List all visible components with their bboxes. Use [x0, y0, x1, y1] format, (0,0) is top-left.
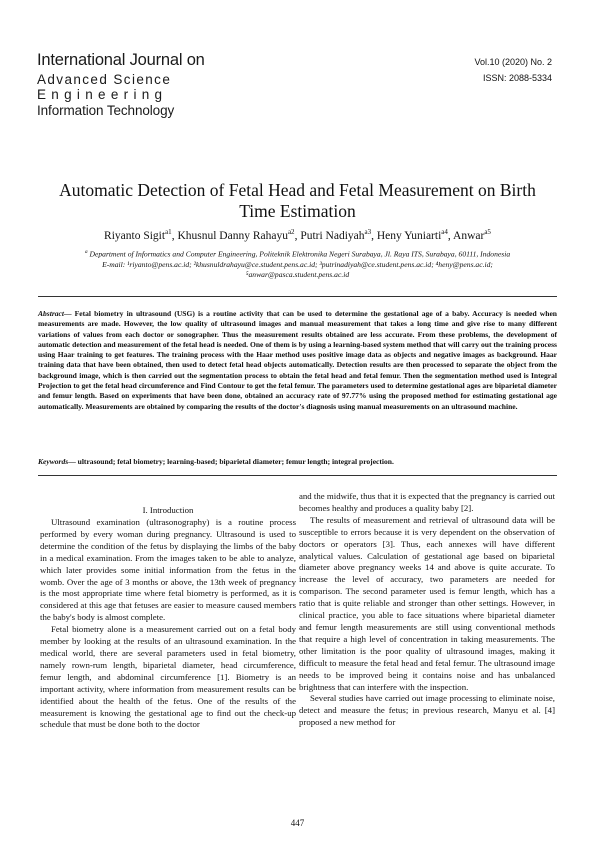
journal-name-line4: Information Technology: [37, 102, 175, 118]
volume-issue: Vol.10 (2020) No. 2: [474, 57, 552, 67]
author-name: Anwar: [453, 229, 485, 242]
journal-name-line1: International Journal on: [37, 51, 205, 69]
abstract-top-rule: [38, 296, 557, 297]
body-left-column: [40, 517, 296, 731]
journal-name-line2: Advanced Science: [37, 71, 172, 87]
author-sup: a2: [287, 228, 295, 236]
affiliation-block: [40, 247, 555, 280]
paragraph: Several studies have carried out image processing to eliminate noise, detect and measure the fetus; in previous research, Manyu et al. [4] proposed a new method for: [299, 693, 555, 728]
paragraph: and the midwife, thus that it is expected that the pregnancy is carried out becomes healthy and produces a quality baby [2].: [299, 491, 555, 513]
abstract-label: Abstract: [38, 309, 64, 318]
author-sup: a3: [364, 228, 372, 236]
department-text: Department of Informatics and Computer Engineering, Politeknik Elektronika Negeri Surabaya, Jl. Raya ITS, Surabaya, 60111, Indonesia: [89, 249, 511, 259]
affiliation-sup: a: [84, 249, 88, 255]
section-heading-introduction: I. Introduction: [142, 505, 194, 515]
journal-name-line3: Engineering: [37, 87, 168, 102]
keywords-label: Keywords: [38, 457, 69, 466]
body-right-column: [299, 491, 555, 729]
paragraph: The results of measurement and retrieval of ultrasound data will be susceptible to errors because it is very dependent on the observation of doctors or operators [3]. Thus, each annexes will have different analytical values. Calculation of gestational age based on biparietal diameter above pregnancy weeks 14 and above is quite accurate. To increase the level of accuracy, two parameters are needed for comparison. The second parameter used is femur length, which has a ratio that is quite reliable and stronger than other settings. However, in clinical practice, you able to face situations where biparietal diameter and femur length measurements are still using conventional methods that require a high level of concentration in taking measurements. The other limitation is the poor quality of ultrasound images, making it difficult to measure the fetal head and fetal femur. The ultrasound image needs to be improved being it contains noise and has unbalanced brightness that can interfere with the inspection.: [299, 514, 555, 692]
author-name: Heny Yuniarti: [376, 229, 442, 242]
keywords-text: — ultrasound; fetal biometry; learning-based; biparietal diameter; femur length; integral projection.: [68, 457, 394, 466]
author-name: Khusnul Danny Rahayu: [177, 229, 288, 242]
paragraph: Fetal biometry alone is a measurement carried out on a fetal body member by looking at the results of an ultrasound examination. In the medical world, there are several parameters used in fetal biometry, namely rown-rum length, biparietal diameter, head circumference, femur length, and abdominal circumference [1]. Biometry is an important activity, where information from measurement results can be identified about the health of the fetus. One of the results of the measurement is knowing the gestational age to find out the check-up schedule that must be done both to the doctor: [40, 624, 296, 730]
affiliation-emails-2: ⁵anwar@pasca.student.pens.ac.id: [245, 269, 350, 279]
paragraph: Ultrasound examination (ultrasonography) is a routine process performed by every woman during pregnancy. Ultrasound is used to determine the condition of the fetus by displaying the limbs of the baby in a medical examination. From the images taken to be able to analyze, which later provides some initial information from the fetus in the womb. Over the age of 3 months or above, the 13th week of pregnancy is the most appropriate time where fetal biometry is performed, as it is considered at this age that fetuses are easier to measure caused members the baby's body is almost complete.: [40, 517, 296, 623]
journal-meta: [474, 54, 552, 86]
author-name: Putri Nadiyah: [300, 229, 365, 242]
author-name: Riyanto Sigit: [104, 229, 166, 242]
abstract-text: — Fetal biometry in ultrasound (USG) is a routine activity that can be used to determine the gestational age of a baby. Accuracy is needed when measurements are made. However, the low quality of ultrasound images and manual measurement that takes a long time and give rise to many different variations of values from each doctor or sonographer. Thus the measurement results obtained are less accurate. From these problems, the development of automatic detection and measurement of the fetal head is needed. One of them is by using a learning-based system method that will carry out the training process using Haar training to get features. The training process with the Haar method uses positive image data as objects and negative images as background. Haar training data that have been obtained, then used to detect fetal head objects automatically. Detection results are then processed to separate the object from the background image, which is then carried out the segmentation process to obtain the fetal head and fetal femur. Then the segmentation method used is Integral Projection to get the fetal head circumference and Find Contour to get the fetal femur. The parameters used to determine gestational ages are biparietal diameter and femur length. Based on experiments that have been done, obtained an accuracy rate of 97.77% using the proposed method for estimating gestational age automatically. Measurements are obtained by comparing the results of the doctor's diagnosis using manual measurements on an ultrasound machine.: [38, 309, 557, 411]
paper-title: Automatic Detection of Fetal Head and Fetal Measurement on Birth Time Estimation: [59, 180, 536, 221]
journal-logo: [37, 52, 237, 117]
author-sup: a1: [165, 228, 172, 236]
author-sup: a5: [484, 228, 491, 236]
keywords: [38, 457, 557, 466]
affiliation-emails-1: E-mail: ¹riyanto@pens.ac.id; ²khusnuldrahayu@ce.student.pens.ac.id; ³putrinadiyah@ce.student.pens.ac.id; ⁴heny@pens.ac.id;: [102, 259, 493, 269]
abstract: [38, 309, 557, 412]
author-sup: a4: [441, 228, 448, 236]
keywords-bottom-rule: [38, 475, 557, 476]
page-number: 447: [290, 818, 305, 828]
author-list: Riyanto Sigit$^{a1}$, Khusnul Danny Rahayu$^{a2}$, Putri Nadiyah$^{a3}$, Heny Yuniarti$^{a4}$, Anwar$^{a5}$: [104, 228, 491, 242]
issn: ISSN: 2088-5334: [482, 73, 552, 83]
affiliation-department: [40, 247, 555, 260]
